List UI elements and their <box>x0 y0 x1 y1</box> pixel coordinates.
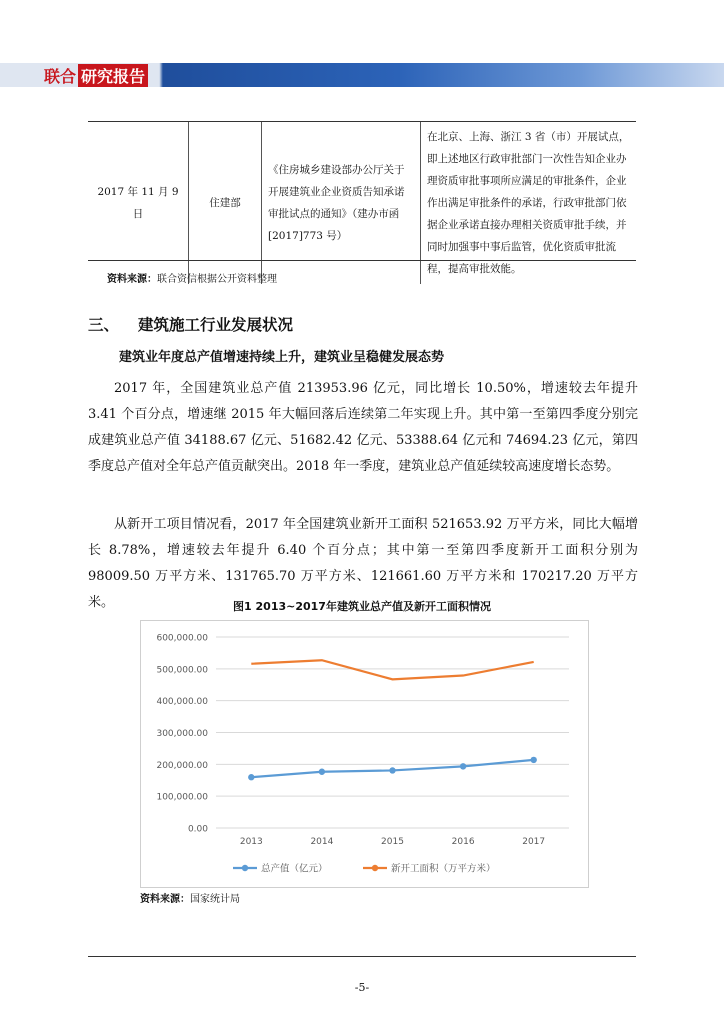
source-text: 国家统计局 <box>190 894 240 905</box>
data-point <box>460 763 466 769</box>
y-tick-label: 100,000.00 <box>156 792 208 803</box>
source-label: 资料来源： <box>140 894 190 905</box>
y-tick-label: 0.00 <box>187 824 208 835</box>
y-tick-label: 400,000.00 <box>156 697 208 708</box>
data-point <box>319 769 325 775</box>
legend-label-2: 新开工面积（万平方米） <box>391 863 496 875</box>
paragraph-new-construction: 从新开工项目情况看，2017 年全国建筑业新开工面积 521653.92 万平方米，同比大幅增长 8.78%，增速较去年提升 6.40 个百分点；其中第一至第四季度新开工面积分别为 98009.50 万平方米、131765.70 万平方米、121661.60 万平方米和 170217.20 万平方米。 <box>88 517 638 610</box>
data-point <box>389 767 395 773</box>
x-tick-label: 2013 <box>239 837 263 847</box>
x-tick-label: 2017 <box>522 837 546 847</box>
footer-rule <box>88 956 636 957</box>
section-title: 建筑施工行业发展状况 <box>138 316 294 334</box>
subheading: 建筑业年度总产值增速持续上升，建筑业呈稳健发展态势 <box>119 350 445 365</box>
y-tick-label: 200,000.00 <box>156 760 208 771</box>
brand-part2: 研究报告 <box>78 64 148 87</box>
table-bottom-rule <box>88 260 636 261</box>
brand-part1: 联合 <box>44 66 77 86</box>
cell-org: 住建部 <box>189 122 262 284</box>
source-text: 联合资信根据公开资料整理 <box>157 274 277 285</box>
x-tick-label: 2014 <box>310 837 334 847</box>
cell-date: 2017 年 11 月 9 日 <box>97 186 179 220</box>
y-tick-label: 600,000.00 <box>156 633 208 644</box>
y-tick-label: 300,000.00 <box>156 729 208 739</box>
line-chart <box>140 620 589 888</box>
paragraph-output: 2017 年，全国建筑业总产值 213953.96 亿元，同比增长 10.50%，增速较去年提升 3.41 个百分点，增速继 2015 年大幅回落后连续第二年实现上升。其中第一至第四季度分别完成建筑业总产值 34188.67 亿元、51682.42 亿元、53388.64 亿元和 74694.23 亿元，第四季度总产值对全年总产值贡献突出。2018 年一季度，建筑业总产值延续较高速度增长态势。 <box>88 381 638 474</box>
report-brand <box>44 64 148 86</box>
source-label: 资料来源： <box>107 274 157 285</box>
x-tick-label: 2015 <box>381 837 404 847</box>
chart-svg <box>141 621 588 887</box>
section-heading <box>88 313 293 335</box>
series-line-2 <box>251 660 533 679</box>
data-point <box>248 774 254 780</box>
data-point <box>531 757 537 763</box>
legend-marker-2 <box>372 865 378 871</box>
x-tick-label: 2016 <box>451 837 475 847</box>
legend-label-1: 总产值（亿元） <box>261 863 328 875</box>
y-tick-label: 500,000.00 <box>156 665 208 676</box>
page-number: -5- <box>354 981 370 994</box>
figure-title: 图1 2013~2017年建筑业总产值及新开工面积情况 <box>233 600 491 613</box>
section-number: 三、 <box>88 316 120 334</box>
source-note-figure <box>140 890 240 905</box>
cell-document: 《住房城乡建设部办公厅关于开展建筑业企业资质告知承诺审批试点的通知》（建办市函[2017]773 号） <box>262 122 421 284</box>
cell-content: 在北京、上海、浙江 3 省（市）开展试点，即上述地区行政审批部门一次性告知企业办理资质审批事项所应满足的审批条件，企业作出满足审批条件的承诺，行政审批部门依据企业承诺直接办理相关资质审批手续，并同时加强事中事后监管，优化资质审批流程，提高审批效能。 <box>421 122 637 284</box>
source-note-table <box>107 270 277 285</box>
legend-marker-1 <box>242 865 248 871</box>
